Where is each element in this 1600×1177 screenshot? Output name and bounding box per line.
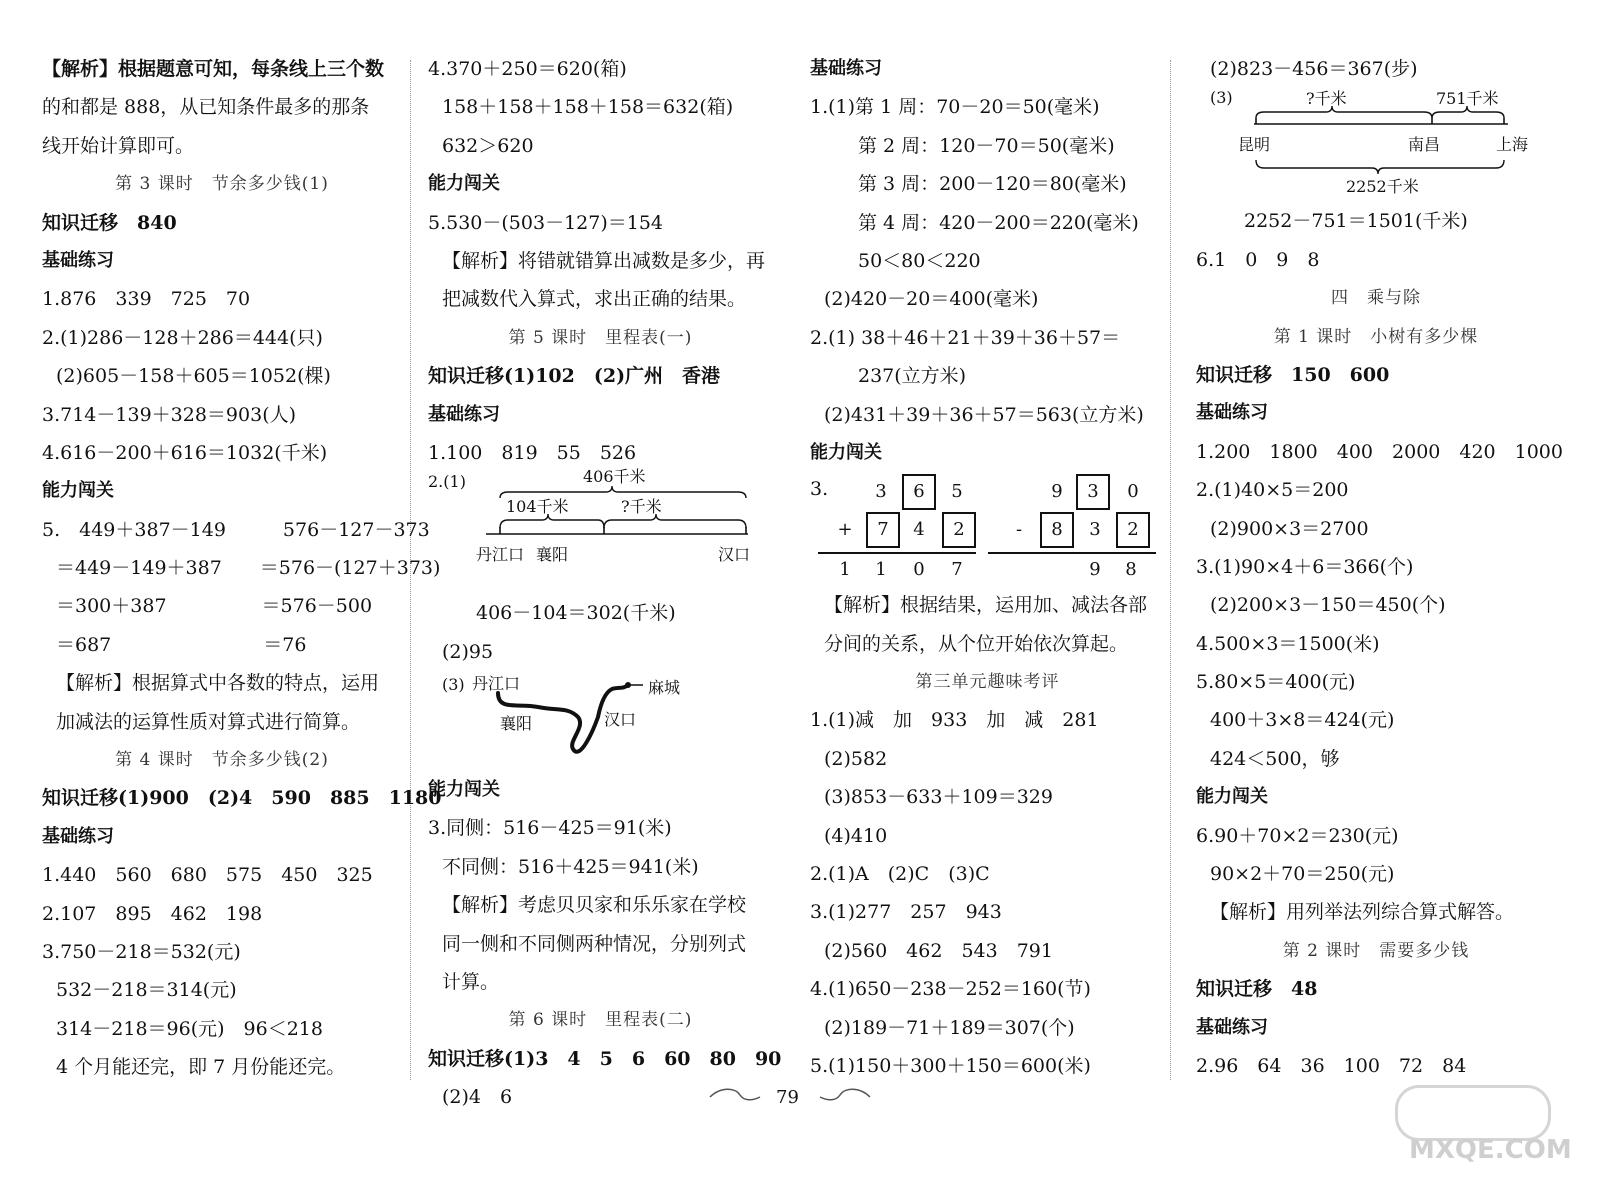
answer-box: 2 [1116, 512, 1150, 548]
section-heading: 能力闯关 [428, 173, 500, 195]
route-diagram-1 [428, 467, 773, 594]
answer-line: 4.616－200＋616＝1032(千米) [42, 441, 328, 464]
answer-line: 知识迁移 840 [42, 211, 177, 234]
answer-line: 【解析】考虑贝贝家和乐乐家在学校 [442, 894, 747, 917]
place-label: 南昌 [1408, 135, 1441, 155]
plus-sign: + [837, 519, 853, 541]
answer-line: 4 个月能还完，即 7 月份能还完。 [56, 1056, 346, 1079]
lesson-title: 第 5 课时 里程表(一) [508, 327, 693, 348]
watermark-logo [1395, 1075, 1585, 1165]
answer-line: 2252－751＝1501(千米) [1244, 210, 1468, 233]
answer-line: 6.90＋70×2＝230(元) [1196, 824, 1399, 847]
route-map [428, 671, 773, 771]
answer-line: 2.(1)A (2)C (3)C [810, 863, 990, 886]
answer-box: 6 [902, 474, 936, 510]
answer-line: 5.80×5＝400(元) [1196, 671, 1356, 694]
section-heading: 能力闯关 [42, 480, 114, 502]
answer-line: ＝687 ＝76 [56, 633, 307, 656]
column-separator [1170, 60, 1171, 1080]
digit: 0 [1127, 481, 1139, 503]
lesson-title: 第 3 课时 节余多少钱(1) [115, 174, 329, 195]
answer-line: 第 4 周：420－200＝220(毫米) [858, 211, 1139, 234]
answer-line: 分间的关系，从个位开始依次算起。 [824, 632, 1129, 655]
answer-line: (4)410 [824, 824, 888, 847]
digit: 1 [875, 559, 887, 581]
answer-line: 计算。 [442, 971, 500, 994]
answer-line: (2)582 [824, 747, 888, 770]
digit: 3 [1089, 519, 1101, 541]
answer-line: (2)560 462 543 791 [824, 939, 1053, 962]
answer-line: 4.(1)650－238－252＝160(节) [810, 978, 1091, 1001]
column-2 [428, 50, 782, 1117]
watermark-text: MXQE.COM [1409, 1135, 1572, 1165]
digit: 1 [839, 559, 851, 581]
question-number: 3. [810, 478, 829, 501]
answer-line: 314－218＝96(元) 96＜218 [56, 1017, 323, 1040]
answer-line: (3)853－633＋109＝329 [824, 786, 1053, 809]
answer-line: 3.714－139＋328＝903(人) [42, 403, 297, 426]
answer-line: 第 3 周：200－120＝80(毫米) [858, 173, 1127, 196]
segment-a-label: 104千米 [506, 497, 569, 517]
answer-line: (2)189－71＋189＝307(个) [824, 1016, 1075, 1039]
answer-line: ＝300＋387 ＝576－500 [56, 595, 373, 618]
place-label: 丹江口 [472, 674, 521, 694]
section-heading: 基础练习 [1196, 402, 1268, 424]
answer-line: 2.107 895 462 198 [42, 902, 263, 925]
place-label: 汉口 [604, 710, 637, 730]
lesson-title: 第 4 课时 节余多少钱(2) [115, 750, 329, 771]
question-number: 2.(1) [428, 472, 466, 492]
answer-line: 【解析】用列举法列综合算式解答。 [1210, 901, 1515, 924]
answer-line: 3.同侧：516－425＝91(米) [428, 817, 672, 840]
answer-line: 6.1 0 9 8 [1196, 248, 1320, 271]
answer-line: 2.(1)40×5＝200 [1196, 479, 1349, 502]
column-4 [1196, 50, 1563, 1085]
digit: 8 [1125, 559, 1137, 581]
answer-line: 5.(1)150＋300＋150＝600(米) [810, 1054, 1091, 1077]
question-number: (3) [442, 675, 465, 695]
answer-line: 3.(1)90×4＋6＝366(个) [1196, 555, 1414, 578]
lesson-title: 第三单元趣味考评 [915, 672, 1060, 693]
answer-line: 知识迁移(1)3 4 5 6 60 80 90 [428, 1047, 782, 1070]
answer-line: 把减数代入算式，求出正确的结果。 [442, 288, 747, 311]
lesson-title: 第 1 课时 小树有多少棵 [1273, 326, 1479, 347]
digit: 7 [951, 559, 963, 581]
place-label: 襄阳 [500, 714, 533, 734]
place-label: 襄阳 [536, 545, 569, 565]
minus-sign: - [1015, 519, 1023, 541]
answer-line: 3.750－218＝532(元) [42, 940, 241, 963]
answer-line: 的和都是 888，从已知条件最多的那条 [42, 96, 370, 119]
answer-line: 424＜500，够 [1210, 747, 1340, 770]
answer-line: 3.(1)277 257 943 [810, 901, 1002, 924]
route-diagram-2 [1196, 88, 1556, 202]
answer-line: 不同侧：516＋425＝941(米) [442, 855, 699, 878]
answer-line: 2.96 64 36 100 72 84 [1196, 1054, 1467, 1077]
vertical-arithmetic [810, 472, 1165, 586]
section-heading: 能力闯关 [810, 441, 882, 463]
answer-line: 【解析】根据题意可知，每条线上三个数 [42, 58, 385, 80]
segment-a-label: ?千米 [1306, 89, 1347, 109]
digit: 5 [951, 481, 963, 503]
total-distance-label: 2252千米 [1346, 177, 1419, 197]
page-number: 79 [776, 1087, 799, 1108]
answer-line: (2)823－456＝367(步) [1210, 58, 1418, 80]
answer-line: 1.100 819 55 526 [428, 441, 637, 464]
digit: 9 [1089, 559, 1101, 581]
answer-line: 50＜80＜220 [858, 249, 981, 272]
answer-line: 5.530－(503－127)＝154 [428, 211, 664, 234]
place-label: 昆明 [1238, 135, 1271, 155]
column-3 [810, 50, 1165, 1085]
page-footer [690, 1083, 890, 1113]
place-label: 上海 [1496, 135, 1529, 155]
answer-line: 知识迁移 150 600 [1196, 363, 1390, 386]
answer-line: (2)605－158＋605＝1052(棵) [56, 365, 331, 388]
answer-line: 第 2 周：120－70＝50(毫米) [858, 134, 1115, 157]
answer-line: (2)900×3＝2700 [1210, 517, 1369, 540]
lesson-title: 四 乘与除 [1331, 288, 1421, 309]
answer-line: 5. 449＋387－149 576－127－373 [42, 518, 430, 541]
section-heading: 基础练习 [1196, 1016, 1268, 1038]
answer-line: 237(立方米) [858, 365, 967, 388]
digit: 4 [913, 519, 925, 541]
answer-line: 1.(1)减 加 933 加 减 281 [810, 709, 1099, 732]
answer-line: 【解析】根据结果，运用加、减法各部 [824, 594, 1148, 617]
answer-line: 知识迁移(1)102 (2)广州 香港 [428, 365, 721, 388]
answer-line: 1.876 339 725 70 [42, 288, 251, 311]
lesson-title: 第 2 课时 需要多少钱 [1282, 940, 1470, 961]
answer-line: 4.370＋250＝620(箱) [428, 58, 627, 80]
answer-line: 同一侧和不同侧两种情况，分别列式 [442, 932, 747, 955]
answer-line: ＝449－149＋387 ＝576－(127＋373) [56, 557, 441, 580]
digit: 0 [913, 559, 925, 581]
section-heading: 基础练习 [810, 58, 882, 79]
answer-line: (2)200×3－150＝450(个) [1210, 594, 1446, 617]
answer-line: 90×2＋70＝250(元) [1210, 863, 1395, 886]
answer-box: 2 [942, 512, 976, 548]
answer-line: 632＞620 [442, 134, 534, 157]
answer-box: 8 [1040, 512, 1074, 548]
answer-line: 4.500×3＝1500(米) [1196, 632, 1380, 655]
answer-box: 3 [1076, 474, 1110, 510]
question-number: (3) [1210, 88, 1233, 108]
section-heading: 基础练习 [42, 249, 114, 271]
section-heading: 基础练习 [428, 403, 500, 425]
answer-line: 知识迁移(1)900 (2)4 590 885 1180 [42, 787, 442, 810]
lesson-title: 第 6 课时 里程表(二) [508, 1010, 693, 1031]
column-1 [42, 50, 442, 1087]
place-label: 丹江口 [476, 545, 525, 565]
answer-line: 线开始计算即可。 [42, 134, 195, 157]
answer-line: 知识迁移 48 [1196, 978, 1318, 1001]
answer-line: 【解析】将错就错算出减数是多少，再 [442, 249, 766, 272]
answer-line: 1.200 1800 400 2000 420 1000 [1196, 440, 1563, 463]
answer-box: 7 [866, 512, 900, 548]
segment-b-label: ?千米 [621, 497, 662, 517]
answer-line: (2)95 [442, 640, 494, 663]
answer-line: 406－104＝302(千米) [476, 602, 676, 625]
answer-line: 532－218＝314(元) [56, 979, 237, 1002]
answer-line: 2.(1) 38＋46＋21＋39＋36＋57＝ [810, 326, 1121, 349]
digit: 9 [1051, 481, 1063, 503]
section-heading: 基础练习 [42, 825, 114, 847]
place-label: 麻城 [648, 678, 681, 698]
section-heading: 能力闯关 [428, 779, 500, 801]
answer-line: (2)420－20＝400(毫米) [824, 288, 1039, 311]
answer-line: (2)431＋39＋36＋57＝563(立方米) [824, 403, 1144, 426]
segment-b-label: 751千米 [1436, 89, 1499, 109]
answer-line: 1.440 560 680 575 450 325 [42, 864, 373, 887]
section-heading: 能力闯关 [1196, 786, 1268, 808]
digit: 3 [875, 481, 887, 503]
place-label: 汉口 [718, 545, 751, 565]
answer-line: 【解析】根据算式中各数的特点，运用 [56, 672, 380, 695]
answer-line: 158＋158＋158＋158＝632(箱) [442, 96, 734, 119]
answer-line: 加减法的运算性质对算式进行简算。 [56, 710, 361, 733]
answer-line: 1.(1)第 1 周：70－20＝50(毫米) [810, 96, 1100, 119]
total-distance-label: 406千米 [583, 467, 646, 487]
answer-line: 2.(1)286－128＋286＝444(只) [42, 326, 323, 349]
answer-line: (2)4 6 [442, 1086, 513, 1109]
answer-line: 400＋3×8＝424(元) [1210, 709, 1395, 732]
